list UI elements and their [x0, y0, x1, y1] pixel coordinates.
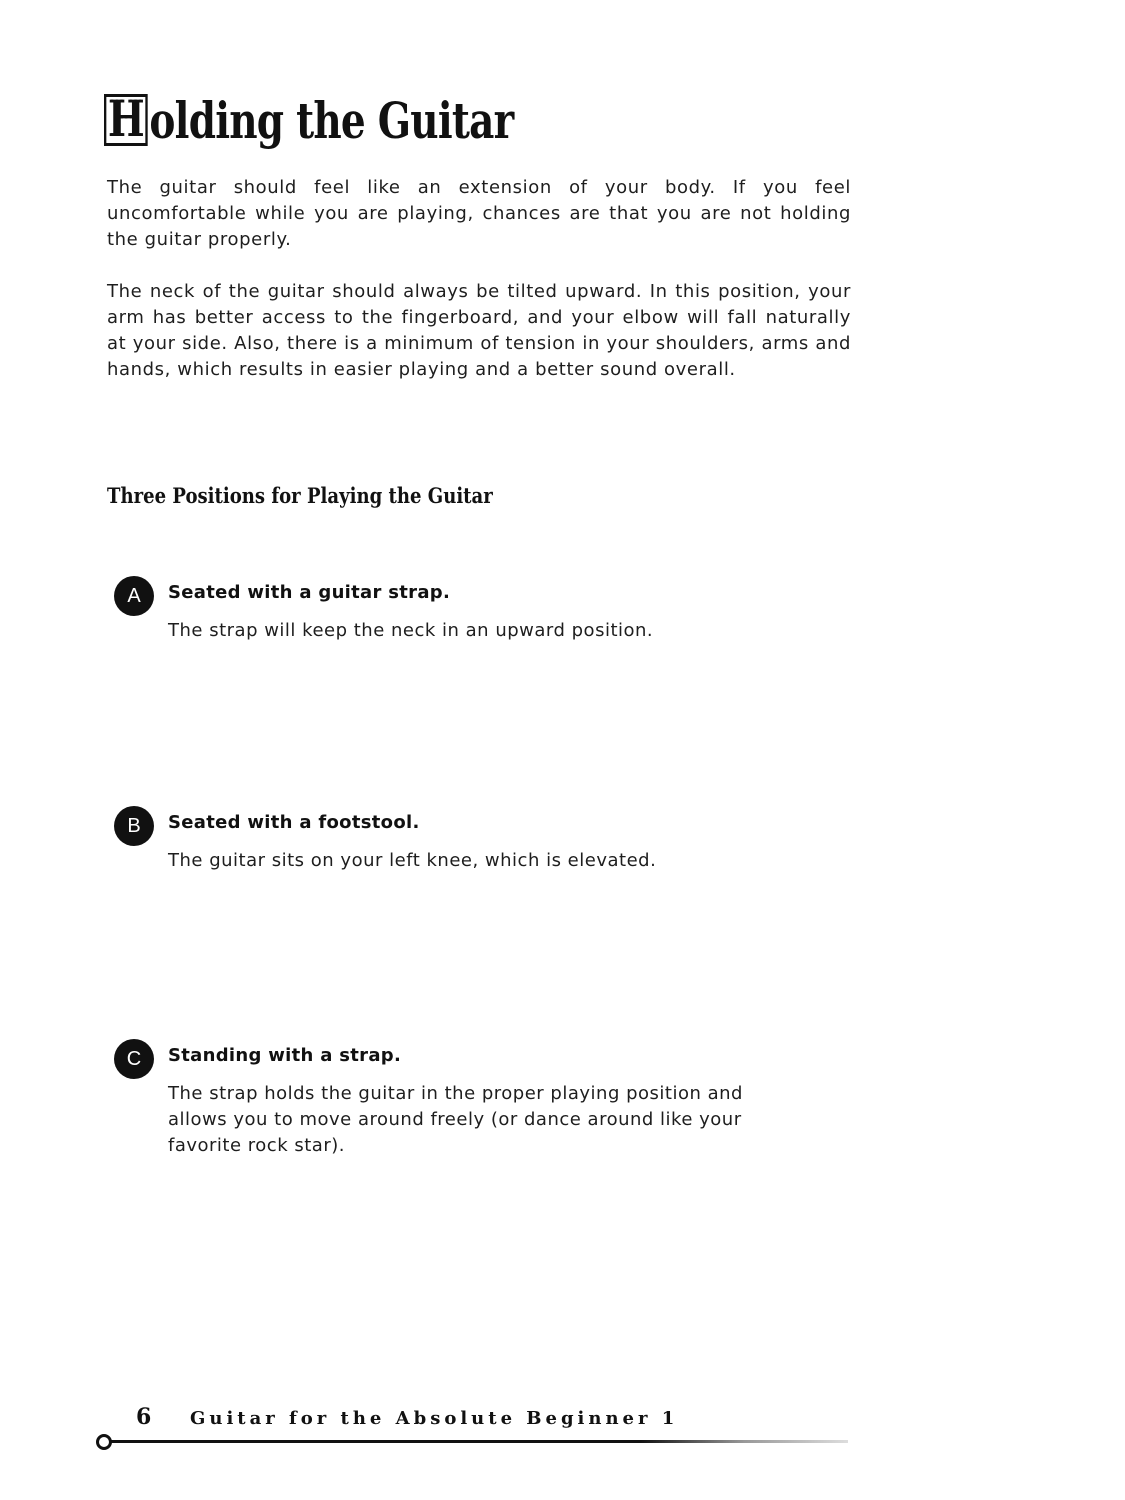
badge-a: A	[114, 576, 154, 616]
position-description-b: The guitar sits on your left knee, which is elevated.	[168, 850, 657, 871]
position-title-b: Seated with a footstool.	[168, 812, 420, 833]
position-description-a: The strap will keep the neck in an upward position.	[168, 620, 654, 641]
position-description-c: The strap holds the guitar in the proper playing position and allows you to move around freely (or dance around like your favorite rock star).	[168, 1083, 743, 1156]
badge-b: B	[114, 806, 154, 846]
page-number: 6	[136, 1404, 152, 1430]
title-rest: olding the Guitar	[149, 91, 514, 150]
page-title	[104, 86, 513, 156]
intro-paragraph: The guitar should feel like an extension of your body. If you feel uncomfortable while you are playing, chances are that you are not holding the guitar properly.	[107, 177, 851, 250]
position-title-c: Standing with a strap.	[168, 1045, 402, 1066]
page-footer	[96, 1398, 856, 1458]
section-heading: Three Positions for Playing the Guitar	[107, 483, 493, 508]
title-drop-cap: H	[104, 94, 148, 146]
neck-paragraph: The neck of the guitar should always be tilted upward. In this position, your arm has better access to the fingerboard, and your elbow will fall naturally at your side. Also, there is a minimum of tension in your shoulders, arms and hands, which results in easier playing and a better sound overall.	[107, 281, 851, 380]
badge-c: C	[114, 1039, 154, 1079]
book-title: Guitar for the Absolute Beginner 1	[190, 1408, 679, 1429]
footer-dot-icon	[96, 1434, 112, 1450]
position-title-a: Seated with a guitar strap.	[168, 582, 451, 603]
footer-rule	[108, 1440, 848, 1443]
